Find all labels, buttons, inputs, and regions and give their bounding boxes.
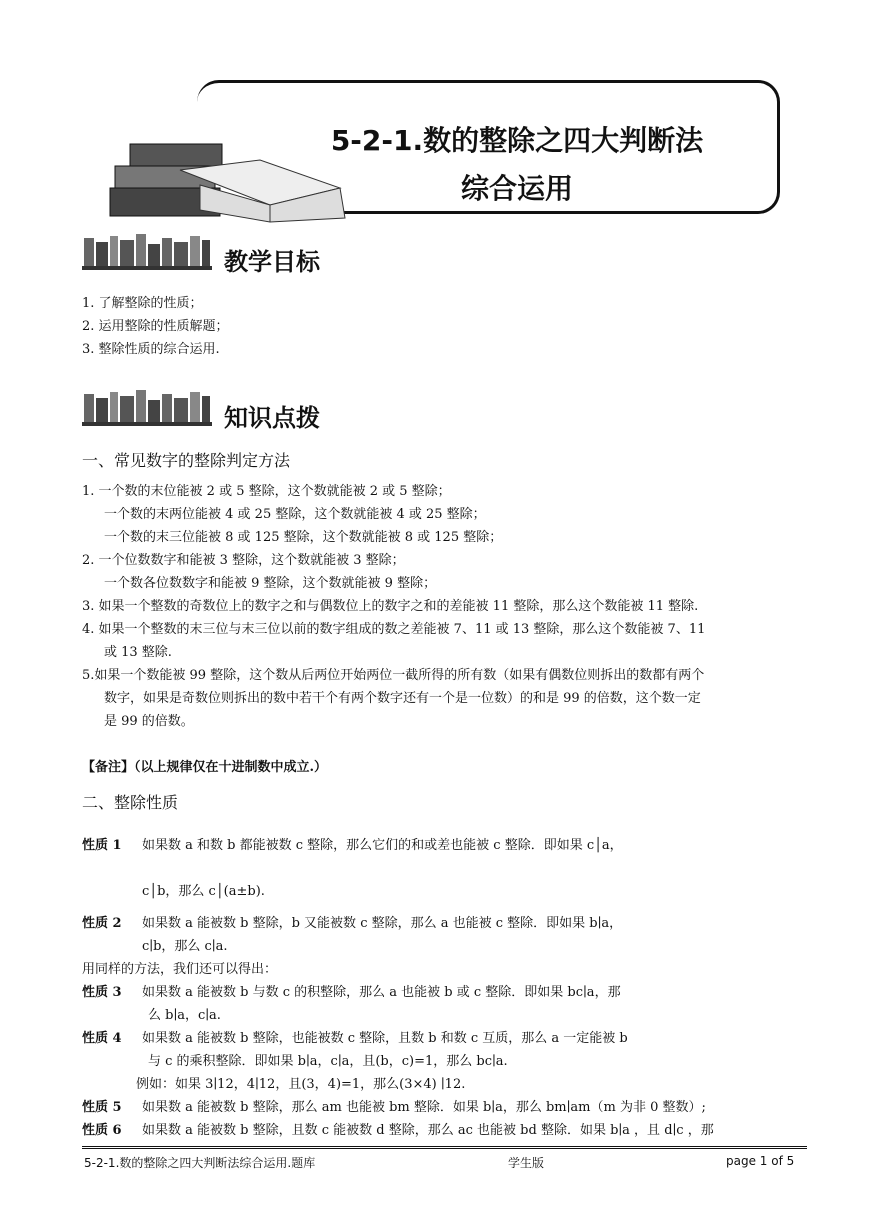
footer-edition: 学生版 xyxy=(508,1156,545,1170)
rule-line: 一个数的末三位能被 8 或 125 整除，这个数就能被 8 或 125 整除； xyxy=(104,530,503,545)
subsection-heading: 一、常见数字的整除判定方法 xyxy=(82,451,291,470)
page-title-line1: 5-2-1.数的整除之四大判断法 xyxy=(330,124,704,157)
property-label: 性质 6 xyxy=(82,1123,122,1138)
property-label: 性质 4 xyxy=(82,1031,122,1046)
property-text: 如果数 a 能被数 b 与数 c 的积整除，那么 a 也能被 b 或 c 整除．即如果 bc∣a，那 xyxy=(142,985,621,1000)
page-title-line2: 综合运用 xyxy=(460,172,573,205)
rule-line: 一个数的末两位能被 4 或 25 整除，这个数就能被 4 或 25 整除； xyxy=(104,507,486,522)
rule-line: 2. 一个位数数字和能被 3 整除，这个数就能被 3 整除； xyxy=(82,553,405,568)
rule-line: 一个数各位数数字和能被 9 整除，这个数就能被 9 整除； xyxy=(104,576,437,591)
example-text: 例如：如果 3∣12，4∣12，且(3，4)=1，那么(3×4) ∣12. xyxy=(136,1077,466,1092)
property-label: 性质 5 xyxy=(82,1100,122,1115)
books-illustration xyxy=(100,130,350,225)
property-label: 性质 1 xyxy=(82,838,122,853)
goal-item: 3. 整除性质的综合运用. xyxy=(82,342,220,357)
property-label: 性质 2 xyxy=(82,916,122,931)
property-text: 如果数 a 和数 b 都能被数 c 整除，那么它们的和或差也能被 c 整除．即如果 c│a， xyxy=(142,838,623,853)
goal-item: 1. 了解整除的性质； xyxy=(82,296,203,311)
note-text: 【备注】（以上规律仅在十进制数中成立.） xyxy=(82,760,328,775)
footer-divider xyxy=(82,1146,807,1149)
property-text: c│b，那么 c│(a±b). xyxy=(142,884,265,899)
property-text: c∣b，那么 c∣a. xyxy=(142,939,228,954)
rule-line: 数字，如果是奇数位则拆出的数中若干个有两个数字还有一个是一位数）的和是 99 的倍数，这个数一定 xyxy=(104,691,701,706)
property-text: 如果数 a 能被数 b 整除，那么 am 也能被 bm 整除．如果 b∣a，那么 bm∣am（m 为非 0 整数）; xyxy=(142,1100,706,1115)
rule-line: 是 99 的倍数。 xyxy=(104,714,194,729)
rule-line: 1. 一个数的末位能被 2 或 5 整除，这个数就能被 2 或 5 整除； xyxy=(82,484,451,499)
property-text: 与 c 的乘积整除．即如果 b∣a，c∣a，且(b，c)=1，那么 bc∣a. xyxy=(148,1054,508,1069)
rule-line: 3. 如果一个整数的奇数位上的数字之和与偶数位上的数字之和的差能被 11 整除，那么这个数能被 11 整除. xyxy=(82,599,699,614)
property-text: 么 b∣a，c∣a. xyxy=(148,1008,221,1023)
footer-page-number: page 1 of 5 xyxy=(726,1154,795,1168)
property-label: 性质 3 xyxy=(82,985,122,1000)
transition-text: 用同样的方法，我们还可以得出： xyxy=(82,962,278,977)
rule-line: 4. 如果一个整数的末三位与末三位以前的数字组成的数之差能被 7、11 或 13 整除，那么这个数能被 7、11 xyxy=(82,622,706,637)
bookshelf-icon xyxy=(82,388,212,428)
property-text: 如果数 a 能被数 b 整除，且数 c 能被数 d 整除，那么 ac 也能被 bd 整除．如果 b∣a ，且 d∣c ，那 xyxy=(142,1123,714,1138)
bookshelf-icon xyxy=(82,232,212,272)
footer-doc-name: 5-2-1.数的整除之四大判断法综合运用.题库 xyxy=(84,1156,316,1170)
goals-heading: 教学目标 xyxy=(224,248,320,276)
knowledge-heading: 知识点拨 xyxy=(224,404,320,432)
rule-line: 5.如果一个数能被 99 整除，这个数从后两位开始两位一截所得的所有数（如果有偶数位则拆出的数都有两个 xyxy=(82,668,705,683)
property-text: 如果数 a 能被数 b 整除，也能被数 c 整除，且数 b 和数 c 互质，那么 a 一定能被 b xyxy=(142,1031,628,1046)
goal-item: 2. 运用整除的性质解题； xyxy=(82,319,229,334)
property-text: 如果数 a 能被数 b 整除，b 又能被数 c 整除，那么 a 也能被 c 整除．即如果 b∣a， xyxy=(142,916,623,931)
subsection-heading: 二、整除性质 xyxy=(82,793,179,812)
rule-line: 或 13 整除. xyxy=(104,645,172,660)
